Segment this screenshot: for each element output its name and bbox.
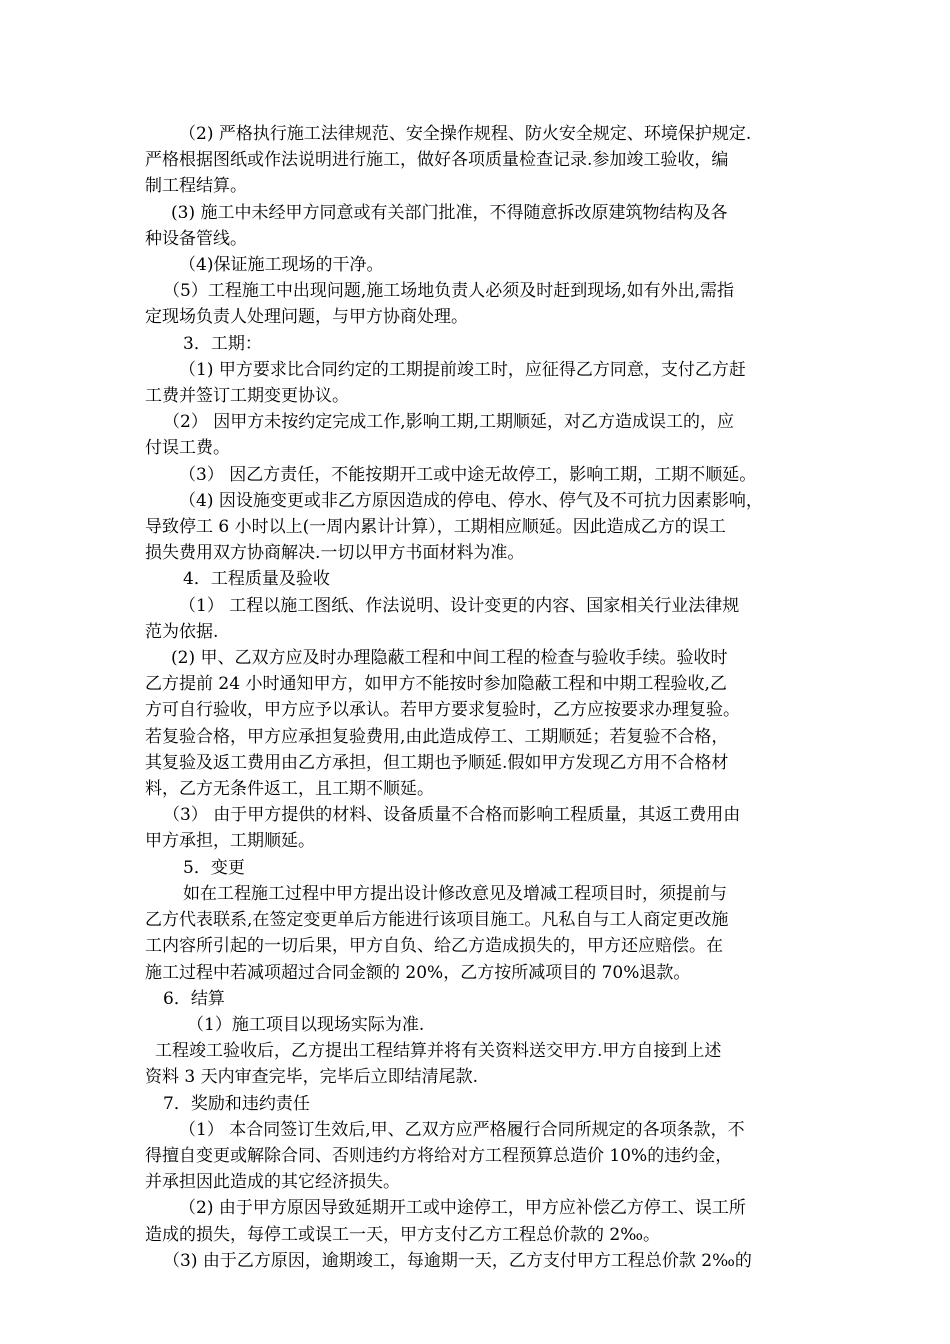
paragraph <box>145 121 815 200</box>
text-line: 7．奖励和违约责任 <box>163 1093 310 1114</box>
contract-body-text <box>145 121 815 1274</box>
paragraph <box>145 855 815 881</box>
paragraph <box>145 1012 815 1038</box>
paragraph <box>145 331 815 357</box>
text-line: 4．工程质量及验收 <box>183 569 330 590</box>
text-line: 施工过程中若减项超过合同金额的 20%，乙方按所减项目的 70%退款。 <box>145 962 691 983</box>
text-line: 6．结算 <box>163 988 225 1009</box>
text-line: （4) 因设施变更或非乙方原因造成的停电、停水、停气及不可抗力因素影响， <box>179 490 763 511</box>
text-line: （1） 工程以施工图纸、作法说明、设计变更的内容、国家相关行业法律规 <box>179 595 740 616</box>
paragraph <box>145 566 815 592</box>
text-line: 其复验及返工费用由乙方承担，但工期也予顺延.假如甲方发现乙方用不合格材 <box>145 752 729 773</box>
text-line: 资料 3 天内审查完毕，完毕后立即结清尾款. <box>145 1067 479 1088</box>
text-line: （3） 因乙方责任，不能按期开工或中途无故停工，影响工期，工期不顺延。 <box>179 464 757 485</box>
paragraph <box>145 1117 815 1196</box>
text-line: 工费并签订工期变更协议。 <box>145 386 349 407</box>
paragraph <box>145 200 815 252</box>
text-line: （3) 由于乙方原因，逾期竣工，每逾期一天，乙方支付甲方工程总价款 2‰的 <box>163 1250 752 1271</box>
paragraph <box>145 593 815 645</box>
paragraph <box>145 645 815 802</box>
text-line: 如在工程施工过程中甲方提出设计修改意见及增减工程项目时，须提前与 <box>183 883 727 904</box>
text-line: 工程竣工验收后，乙方提出工程结算并将有关资料送交甲方.甲方自接到上述 <box>155 1041 722 1062</box>
text-line: （2) 由于甲方原因导致延期开工或中途停工，甲方应补偿乙方停工、误工所 <box>179 1198 746 1219</box>
text-line: 种设备管线。 <box>145 228 247 249</box>
text-line: 5．变更 <box>183 857 245 878</box>
paragraph <box>145 1038 815 1090</box>
text-line: 范为依据. <box>145 621 219 642</box>
text-line: （3） 由于甲方提供的材料、设备质量不合格而影响工程质量，其返工费用由 <box>163 805 741 826</box>
text-line: 造成的损失，每停工或误工一天，甲方支付乙方工程总价款的 2‰。 <box>145 1224 661 1245</box>
text-line: 导致停工 6 小时以上(一周内累计计算），工期相应顺延。因此造成乙方的误工 <box>145 517 726 538</box>
paragraph <box>145 462 815 488</box>
paragraph <box>145 252 815 278</box>
text-line: 乙方提前 24 小时通知甲方，如甲方不能按时参加隐蔽工程和中期工程验收,乙 <box>145 674 727 695</box>
text-line: （1) 甲方要求比合同约定的工期提前竣工时，应征得乙方同意，支付乙方赶 <box>179 359 746 380</box>
text-line: 严格根据图纸或作法说明进行施工，做好各项质量检查记录.参加竣工验收，编 <box>145 150 729 171</box>
text-line: 方可自行验收，甲方应予以承认。若甲方要求复验时，乙方应按要求办理复验。 <box>145 700 740 721</box>
paragraph <box>145 488 815 567</box>
text-line: 并承担因此造成的其它经济损失。 <box>145 1172 400 1193</box>
text-line: 甲方承担，工期顺延。 <box>145 831 315 852</box>
text-line: 若复验合格，甲方应承担复验费用,由此造成停工、工期顺延；若复验不合格， <box>145 726 729 747</box>
paragraph <box>145 1091 815 1117</box>
text-line: （4)保证施工现场的干净。 <box>179 255 384 276</box>
text-line: 损失费用双方协商解决.一切以甲方书面材料为准。 <box>145 543 525 564</box>
text-line: （1） 本合同签订生效后,甲、乙双方应严格履行合同所规定的各项条款，不 <box>179 1119 745 1140</box>
text-line: 乙方代表联系,在签定变更单后方能进行该项目施工。凡私自与工人商定更改施 <box>145 910 729 931</box>
paragraph <box>145 1248 815 1274</box>
paragraph <box>145 802 815 854</box>
text-line: 得擅自变更或解除合同、否则违约方将给对方工程预算总造价 10%的违约金， <box>145 1145 733 1166</box>
paragraph <box>145 278 815 330</box>
text-line: 付误工费。 <box>145 438 230 459</box>
paragraph <box>145 986 815 1012</box>
text-line: （5）工程施工中出现问题,施工场地负责人必须及时赶到现场,如有外出,需指 <box>163 281 735 302</box>
text-line: (3) 施工中未经甲方同意或有关部门批准，不得随意拆改原建筑物结构及各 <box>171 202 728 223</box>
text-line: （2） 因甲方未按约定完成工作,影响工期,工期顺延，对乙方造成误工的，应 <box>163 412 735 433</box>
paragraph <box>145 357 815 409</box>
paragraph <box>145 409 815 461</box>
text-line: （1）施工项目以现场实际为准. <box>187 1014 425 1035</box>
text-line: 定现场负责人处理问题，与甲方协商处理。 <box>145 307 468 328</box>
text-line: 工内容所引起的一切后果，甲方自负、给乙方造成损失的，甲方还应赔偿。在 <box>145 936 723 957</box>
text-line: (2) 甲、乙双方应及时办理隐蔽工程和中间工程的检查与验收手续。验收时 <box>171 648 728 669</box>
text-line: （2) 严格执行施工法律规范、安全操作规程、防火安全规定、环境保护规定. <box>179 124 752 144</box>
text-line: 3．工期： <box>183 333 262 354</box>
text-line: 制工程结算。 <box>145 176 247 197</box>
paragraph <box>145 1195 815 1247</box>
paragraph <box>145 881 815 986</box>
text-line: 料，乙方无条件返工，且工期不顺延。 <box>145 779 434 800</box>
